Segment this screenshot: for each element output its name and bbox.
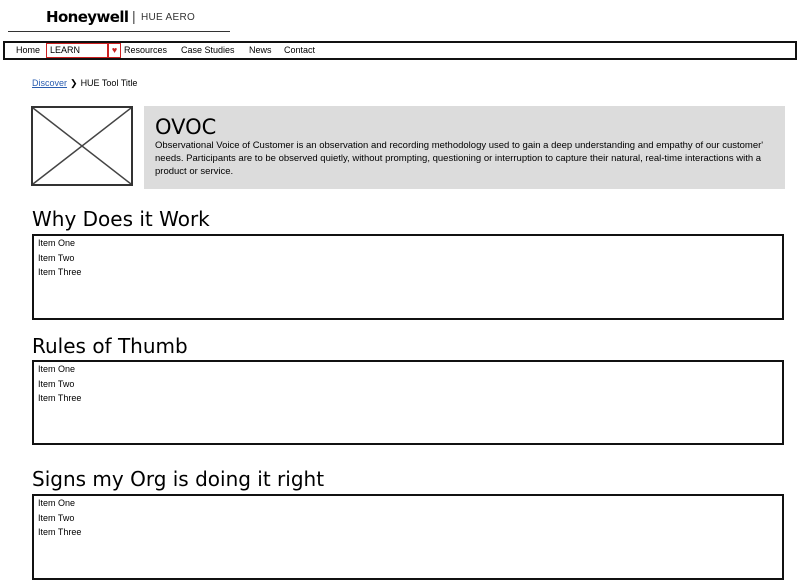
nav-item-news[interactable]: News <box>249 45 272 55</box>
list-item: Item Two <box>38 252 75 263</box>
list-item: Item One <box>38 238 76 248</box>
section-title-rules-of-thumb: Rules of Thumb <box>32 334 188 358</box>
hero-description: Observational Voice of Customer is an observation and recording methodology used to gain a deep understanding and empathy of our customer' needs. Participants are to be observed quietly, without prompting, questioning or interruption to capture their natural, real-time interactions with a product or service. <box>155 140 764 177</box>
list-item: Item Three <box>38 267 82 277</box>
site-header <box>8 0 230 34</box>
nav-item-learn[interactable]: LEARN <box>46 43 108 58</box>
nav-item-case-studies[interactable]: Case Studies <box>181 45 235 55</box>
breadcrumb-link-discover[interactable]: Discover <box>32 78 68 88</box>
brand-logo[interactable]: Honeywell <box>46 8 129 26</box>
breadcrumb-current: HUE Tool Title <box>80 78 138 88</box>
section-box-rules-of-thumb <box>32 360 784 445</box>
main-nav <box>3 41 797 60</box>
section-title-why-it-works: Why Does it Work <box>32 207 210 231</box>
heart-icon: ♥ <box>111 45 118 55</box>
list-item: Item One <box>38 498 76 508</box>
breadcrumb <box>32 78 137 89</box>
brand-separator: | <box>132 8 136 24</box>
chevron-right-icon: ❯ <box>70 78 78 88</box>
list-item: Item Three <box>38 527 82 537</box>
list-item: Item Two <box>38 512 75 523</box>
page-title: OVOC <box>155 115 217 139</box>
hero-panel <box>144 106 785 189</box>
section-title-signs-org: Signs my Org is doing it right <box>32 467 325 491</box>
section-box-why-it-works <box>32 234 784 320</box>
list-item: Item Three <box>38 393 82 403</box>
nav-item-contact[interactable]: Contact <box>284 45 316 55</box>
brand-subtitle: HUE AERO <box>141 12 196 23</box>
header-underline <box>8 31 230 32</box>
list-item: Item Two <box>38 378 75 389</box>
image-placeholder-icon <box>33 108 131 184</box>
list-item: Item One <box>38 364 76 374</box>
learn-dropdown-button[interactable] <box>108 43 121 58</box>
section-box-signs-org <box>32 494 784 580</box>
nav-item-resources[interactable]: Resources <box>124 45 168 55</box>
nav-item-home[interactable]: Home <box>16 45 41 55</box>
hero-image-placeholder <box>31 106 133 186</box>
